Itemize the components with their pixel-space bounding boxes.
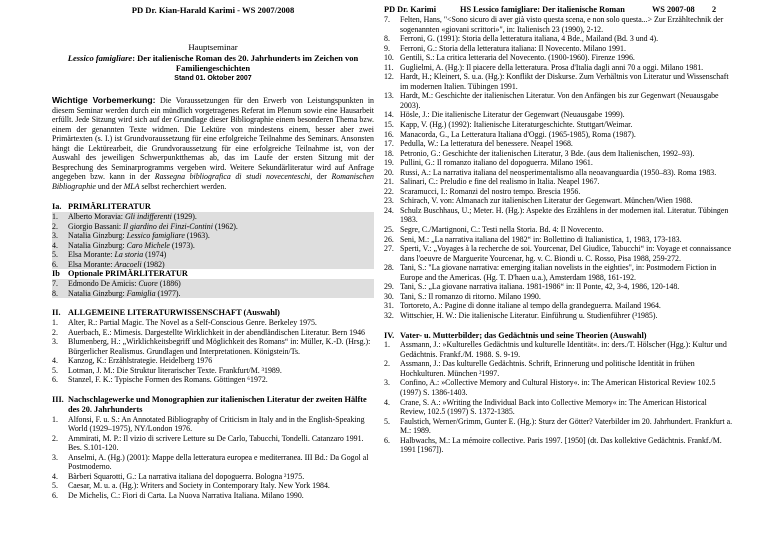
- intro-ref-rombib: Romanischen Bibliographie: [52, 172, 374, 191]
- section-iii-title: Nachschlagewerke und Monographien zur italienischen Literatur der zweiten Hälfte des 20. Jahrhunderts: [68, 394, 367, 414]
- list-item: [384, 168, 734, 178]
- section-iii-number: III.: [52, 394, 64, 404]
- list-item: [52, 375, 374, 385]
- item-number: 26.: [384, 234, 394, 244]
- item-text: [68, 231, 374, 241]
- item-text: Confino, A.: »Collective Memory and Cultural History«. in: The American Historical Review 102.5 (1997) S. 1386-1403.: [400, 378, 716, 398]
- item-number: 16.: [384, 129, 394, 139]
- list-item: [52, 250, 374, 260]
- item-author: Elsa Morante:: [68, 259, 115, 269]
- list-item: [384, 149, 734, 159]
- item-number: 6.: [384, 435, 390, 445]
- section-iii-continued-list: [384, 15, 734, 321]
- item-number: 21.: [384, 177, 394, 187]
- item-number: 9.: [384, 43, 390, 53]
- item-number: 8.: [52, 288, 58, 298]
- list-item: [384, 158, 734, 168]
- item-number: 10.: [384, 53, 394, 63]
- item-text: Ferroni, G.: Storia della letteratura italiana: Il Novecento. Milano 1991.: [400, 43, 626, 53]
- list-item: [52, 366, 374, 376]
- item-number: 15.: [384, 120, 394, 130]
- item-text: [68, 241, 374, 251]
- item-number: 5.: [384, 416, 390, 426]
- item-year: (1929).: [171, 212, 197, 222]
- list-item: [384, 130, 734, 140]
- item-author: Natalia Ginzburg:: [68, 240, 127, 250]
- item-work-title: Cuore: [138, 279, 158, 289]
- list-item: [384, 187, 734, 197]
- section-ii-heading: [52, 308, 374, 318]
- item-work-title: Il giardino dei Finzi-Contini: [123, 221, 213, 231]
- item-text: Assmann, J.: Das kulturelle Gedächtnis. Schrift, Erinnerung und politische Identität in frühen Hochkulturen. München ²1997.: [400, 359, 695, 378]
- section-ii-number: II.: [52, 308, 61, 318]
- item-number: 4.: [384, 397, 390, 407]
- item-text: Bàrberi Squarotti, G.: La narrativa italiana del dopoguerra. Bologna ²1975.: [68, 471, 305, 481]
- list-item: [384, 196, 734, 206]
- list-item: [52, 328, 374, 338]
- header-author: PD Dr. Karimi: [384, 5, 437, 14]
- item-number: 19.: [384, 158, 394, 168]
- section-iii-heading: [52, 395, 374, 415]
- left-column: [52, 0, 374, 500]
- list-item: [52, 415, 374, 434]
- item-text: Tani, S.: „La giovane narrativa italiana. 1981-1986“ in: Il Ponte, 42, 3-4, 1986, 120-148.: [400, 282, 680, 292]
- list-item: [52, 434, 374, 453]
- list-item: [384, 15, 734, 34]
- item-number: 14.: [384, 110, 394, 120]
- list-item: [384, 139, 734, 149]
- list-item: [384, 72, 734, 91]
- item-number: 1.: [52, 212, 58, 222]
- list-item: [384, 244, 734, 263]
- item-number: 3.: [52, 337, 58, 347]
- item-text: Sperti, V.: „Voyages à la recherche de soi. Yourcenar, Del Giudice, Tabucchi“ in: Voyage et connaissance dans l'oeuvre de Marguerite Yourcenar, hg. v. C. Biondi u. C. Rosso, Pisa 1988, 259-272.: [400, 244, 732, 263]
- item-text: De Michelis, C.: Fiori di Carta. La Nuova Narrativa Italiana. Milano 1990.: [68, 490, 304, 500]
- header-course: HS Lessico famigliare: Der italienische Roman: [460, 5, 625, 14]
- item-number: 25.: [384, 225, 394, 235]
- item-text: Seni, M.: „La narrativa italiana del 1982“ in: Bollettino di Italianistica, 1, 1983, 173-183.: [400, 234, 682, 244]
- item-number: 13.: [384, 91, 394, 101]
- item-number: 31.: [384, 301, 394, 311]
- item-text: Russi, A.: La narrativa italiana del neosperimentalismo alla neoavanguardia (1950–83). Roma 1983.: [400, 167, 717, 177]
- list-item: [384, 263, 734, 282]
- list-item: [52, 289, 374, 299]
- item-text: Tani, S.: "La giovane narrativa: emerging italian novelists in the eighties", in: Postmodern Fiction in Europe and the Americas. (Hg. T. D'haen u.a.), Amsterdam 1988, 161-192.: [400, 263, 717, 282]
- intro-end: selbst recherchiert werden.: [141, 181, 227, 191]
- item-text: Salinari, C.: Preludio e fine del realismo in Italia. Neapel 1967.: [400, 177, 600, 187]
- list-item: [384, 282, 734, 292]
- list-item: [52, 279, 374, 289]
- item-year: (1963).: [184, 231, 210, 241]
- item-author: Edmondo De Amicis:: [68, 279, 139, 289]
- seminar-title-rest: : Der italienische Roman des 20. Jahrhunderts im Zeichen von Familiengeschichten: [132, 52, 359, 73]
- list-item: [52, 241, 374, 251]
- list-item: [52, 260, 374, 270]
- item-text: Hardt, H.; Kleinert, S. u.a. (Hg.): Konflikt der Diskurse. Zum Verhältnis von Literatur und Wissenschaft im modernen Italien. Tübingen 1991.: [400, 72, 729, 91]
- list-item: [384, 301, 734, 311]
- item-author: Elsa Morante:: [68, 250, 115, 260]
- item-text: [68, 260, 374, 270]
- item-text: Wittschier, H. W.: Die italienische Literatur. Einführung u. Studienführer (³1985).: [400, 310, 658, 320]
- item-number: 3.: [52, 452, 58, 462]
- page-header-right: [384, 5, 734, 15]
- item-number: 30.: [384, 291, 394, 301]
- intro-ref-mla: MLA: [123, 181, 140, 191]
- item-number: 20.: [384, 167, 394, 177]
- section-iv-title: Vater- u. Mutterbilder; das Gedächtnis und seine Theorien (Auswahl): [400, 330, 647, 340]
- item-text: [68, 212, 374, 222]
- intro-connector: , der: [310, 172, 327, 182]
- item-author: Natalia Ginzburg:: [68, 288, 127, 298]
- item-text: Blumenberg, H.: „Wirklichkeitsbegriff und Möglichkeit des Romans“ in: Müller, K.-D. (Hrsg.): Bürgerlicher Realismus. Grundlagen und Interpretationen. Königstein/Ts.: [68, 337, 371, 356]
- list-item: [384, 34, 734, 44]
- item-year: (1962).: [212, 221, 238, 231]
- item-number: 2.: [52, 433, 58, 443]
- item-text: Halbwachs, M.: La mémoire collective. Paris 1997. [1950] (dt. Das kollektive Gedächtnis. Frankf./M. 1991 [1967]).: [400, 435, 722, 455]
- list-item: [52, 231, 374, 241]
- item-text: Stanzel, F. K.: Typische Formen des Romans. Göttingen ⁶1972.: [68, 375, 268, 385]
- list-item: [52, 222, 374, 232]
- item-text: [68, 250, 374, 260]
- list-item: [52, 453, 374, 472]
- list-item: [384, 63, 734, 73]
- item-number: 18.: [384, 148, 394, 158]
- header-page-number: 2: [712, 5, 717, 14]
- item-text: Ferroni, G. (1991): Storia della letteratura italiana, 4 Bde., Mailand (Bd. 3 und 4).: [400, 34, 659, 44]
- item-work-title: Gli indifferenti: [124, 212, 172, 222]
- item-text: Kanzog, K.: Erzählstrategie. Heidelberg 1976: [68, 356, 213, 366]
- item-number: 12.: [384, 72, 394, 82]
- item-text: Gentili, S.: La critica letteraria del Novecento. (1900-1960). Firenze 1996.: [400, 53, 635, 63]
- intro-paragraph: [52, 96, 374, 191]
- list-item: [384, 120, 734, 130]
- item-text: Schirach, V. von: Almanach zur italienischen Literatur der Gegenwart. München/Wien 1988.: [400, 196, 693, 206]
- item-text: Petronio, G.: Geschichte der italienischen Literatur, 3 Bde. (aus dem Italienischen, 1992–93).: [400, 148, 695, 158]
- item-number: 1.: [52, 318, 58, 328]
- page-header-left: PD Dr. Kian-Harald Karimi - WS 2007/2008: [131, 5, 295, 15]
- item-number: 2.: [384, 359, 390, 369]
- list-item: [384, 417, 734, 436]
- intro-ref-rassegna: Rassegna bibliografica di studi novecenteschi: [154, 172, 311, 182]
- item-number: 17.: [384, 139, 394, 149]
- list-item: [384, 436, 734, 455]
- item-text: Kapp, V. (Hg.) (1992): Italienische Literaturgeschichte. Stuttgart/Weimar.: [400, 120, 633, 130]
- status-date: Stand 01. Oktober 2007: [174, 75, 252, 83]
- item-text: Pullini, G.: Il romanzo italiano del dopoguerra. Milano 1961.: [400, 158, 593, 168]
- item-text: [68, 279, 374, 289]
- list-item: [384, 44, 734, 54]
- item-text: Segre, C./Martignoni, C.: Testi nella Storia. Bd. 4: Il Novecento.: [400, 225, 604, 235]
- section-iv-list: [384, 340, 734, 455]
- intro-label: Wichtige Vorbemerkung:: [52, 95, 156, 106]
- header-semester: WS 2007-08: [652, 5, 695, 14]
- list-item: [52, 472, 374, 482]
- item-number: 8.: [384, 34, 390, 44]
- list-item: [384, 225, 734, 235]
- item-year: (1886): [157, 279, 181, 289]
- list-item: [52, 481, 374, 491]
- item-number: 28.: [384, 263, 394, 273]
- list-item: [384, 91, 734, 110]
- list-item: [384, 235, 734, 245]
- section-ii-title: ALLGEMEINE LITERATURWISSENSCHAFT (Auswahl): [68, 308, 280, 318]
- list-item: [384, 340, 734, 359]
- section-iv-heading: [384, 331, 734, 341]
- item-work-title: Famiglia: [126, 288, 156, 298]
- section-ia-heading: [52, 202, 374, 212]
- item-number: 6.: [52, 259, 58, 269]
- section-ia-title: PRIMÄRLITERATUR: [68, 202, 151, 212]
- section-ib-title: Optionale PRIMÄRLITERATUR: [68, 269, 188, 279]
- item-text: Ammirati, M. P.: Il vizio di scrivere Letture su De Carlo, Tabucchi, Tondelli. Catanzaro 1991. Bes. S.101-120.: [68, 433, 364, 453]
- item-text: Anselmi, A. (Hg.) (2001): Mappe della letteratura europea e mediterranea. III Bd.: Da Gogol al Postmoderno.: [68, 452, 369, 472]
- section-iii-list: [52, 415, 374, 501]
- item-number: 24.: [384, 205, 394, 215]
- item-text: Crane, S. A.: »Writing the Individual Back into Collective Memory« in: The American Historical Review, 102.5 (1997) S. 1372-1385.: [400, 397, 707, 417]
- item-number: 2.: [52, 221, 58, 231]
- item-number: 5.: [52, 365, 58, 375]
- section-ib-heading: [52, 269, 374, 279]
- item-number: 4.: [52, 471, 58, 481]
- item-number: 27.: [384, 244, 394, 254]
- item-year: (1982): [141, 259, 165, 269]
- item-number: 1.: [384, 340, 390, 350]
- list-item: [52, 318, 374, 328]
- item-text: Auerbach, E.: Mimesis. Dargestellte Wirklichkeit in der abendländischen Literatur. Bern 1946: [68, 327, 365, 337]
- item-text: Scaramucci, I.: Romanzi del nostro tempo. Brescia 1956.: [400, 186, 581, 196]
- item-number: 29.: [384, 282, 394, 292]
- item-text: Lotman, J. M.: Die Struktur literarischer Texte. Frankfurt/M. ³1989.: [68, 365, 282, 375]
- right-column: [384, 0, 734, 455]
- item-text: Guglielmi, A. (Hg.): Il piacere della letteratura. Prosa d'Italia dagli anni 70 a oggi. Milano 1981.: [400, 62, 704, 72]
- item-number: 4.: [52, 240, 58, 250]
- item-work-title: Lessico famigliare: [126, 231, 185, 241]
- section-ib-list: [52, 279, 374, 298]
- item-text: Manacorda, G., La Letteratura Italiana d'Oggi. (1965-1985), Roma (1987).: [400, 129, 636, 139]
- list-item: [384, 292, 734, 302]
- section-ib-number: Ib: [52, 269, 60, 279]
- item-number: 11.: [384, 62, 394, 72]
- item-number: 22.: [384, 186, 394, 196]
- list-item: [52, 337, 374, 356]
- list-item: [384, 206, 734, 225]
- item-text: Hardt, M.: Geschichte der italienischen Literatur. Von den Anfängen bis zur Gegenwart (Neuausgabe 2003).: [400, 91, 719, 110]
- item-number: 5.: [52, 481, 58, 491]
- list-item: [52, 491, 374, 501]
- item-text: Hösle, J.: Die italienische Literatur der Gegenwart (Neuausgabe 1999).: [400, 110, 625, 120]
- item-number: 7.: [52, 279, 58, 289]
- item-text: [68, 222, 374, 232]
- section-iv-number: IV.: [384, 330, 395, 340]
- item-number: 5.: [52, 250, 58, 260]
- item-text: Caesar, M. u. a. (Hg.): Writers and Society in Contemporary Italy. New York 1984.: [68, 481, 330, 491]
- intro-connector-2: und der: [97, 181, 122, 191]
- item-text: Alfonsi, F. u. S.: An Annotated Bibliography of Criticism in Italy and in the English-Speaking World (1929–1975), NY/London 1976.: [68, 414, 365, 434]
- seminar-title: [52, 53, 374, 74]
- list-item: [384, 53, 734, 63]
- item-number: 32.: [384, 310, 394, 320]
- item-year: (1973).: [169, 240, 195, 250]
- item-number: 4.: [52, 356, 58, 366]
- item-text: Tani, S.: Il romanzo di ritorno. Milano 1990.: [400, 291, 541, 301]
- item-number: 7.: [384, 15, 390, 24]
- item-number: 3.: [384, 378, 390, 388]
- list-item: [384, 110, 734, 120]
- item-author: Alberto Moravia:: [68, 212, 125, 222]
- intro-text: Die Voraussetzungen für den Erwerb von Leistungspunkten in diesem Seminar werden durch ein mündlich vorgetragenes Referat im Plenum sowie eine Hausarbeit erfüllt. Jede Sitzung wird sich auf der Grundlage dieser Bibliographie einem besonderen Thema bzw. einem der genannten Texte widmen. Die Lektüre von mindestens einem, besser aber zwei Primärtexten (s. I.) ist Grundvoraussetzung für eine erfolgreiche Teilnahme des Seminars. Ansonsten hängt die Lektürearbeit, die Grundvoraussetzung für eine erfolgreiche Teilnahme ist, von der Auswahl des jeweiligen Schwerpunktthemas ab, das im Laufe der ersten Sitzung mit der Besprechung des Seminarprogramms vergeben wird. Weitere Sekundärliteratur wird auf Anfrage angegeben bzw. kann in der: [52, 96, 374, 182]
- item-work-title: Caro Michele: [126, 240, 170, 250]
- list-item: [52, 212, 374, 222]
- item-number: 6.: [52, 490, 58, 500]
- item-text: Alter, R.: Partial Magic. The Novel as a Self-Conscious Genre. Berkeley 1975.: [68, 318, 317, 328]
- list-item: [384, 378, 734, 397]
- item-work-title: La storia: [114, 250, 144, 260]
- item-author: Natalia Ginzburg:: [68, 231, 127, 241]
- item-text: Felten, Hans, "<Sono sicuro di aver già visto questa scena, e non solo questa...> Zur Erzähltechnik der sogenannten «giovani scrittori»", in: Italienisch 23 (1990), 2-12.: [400, 15, 724, 34]
- item-author: Giorgio Bassani:: [68, 221, 124, 231]
- seminar-title-italic: Lessico famigliare: [67, 52, 133, 63]
- list-item: [384, 398, 734, 417]
- item-text: [68, 289, 374, 299]
- item-text: Schulz Buschhaus, U.; Meter. H. (Hg.): Aspekte des Erzählens in der modernen ital. Literatur. Tübingen 1983.: [400, 205, 729, 225]
- item-text: Tortoreto, A.: Pagine di donne italiane al tempo della grandeguerra. Mailand 1964.: [400, 301, 661, 311]
- list-item: [384, 177, 734, 187]
- section-ia-list: [52, 212, 374, 269]
- item-number: 23.: [384, 196, 394, 206]
- item-number: 6.: [52, 375, 58, 385]
- item-text: Pedulla, W.: La letteratura del benessere. Neapel 1968.: [400, 139, 573, 149]
- seminar-type: Hauptseminar: [188, 42, 238, 52]
- item-text: Assmann, J.: »Kulturelles Gedächtnis und kulturelle Identität«. in: ders./T. Hölscher (Hgg.): Kultur und Gedächtnis. Frankf./M. 1988. S. 9-19.: [400, 340, 727, 359]
- list-item: [52, 356, 374, 366]
- item-year: (1977).: [155, 288, 181, 298]
- list-item: [384, 359, 734, 378]
- list-item: [384, 311, 734, 321]
- item-year: (1974): [143, 250, 167, 260]
- item-number: 3.: [52, 231, 58, 241]
- section-ia-number: Ia.: [52, 202, 62, 212]
- item-work-title: Aracoeli: [114, 259, 142, 269]
- section-ii-list: [52, 318, 374, 385]
- item-number: 2.: [52, 327, 58, 337]
- item-number: 1.: [52, 414, 58, 424]
- item-text: Faulstich, Werner/Grimm, Gunter E. (Hg.): Sturz der Götter? Vaterbilder im 20. Jahrhundert. Frankfurt a. M.: 1989.: [400, 416, 733, 436]
